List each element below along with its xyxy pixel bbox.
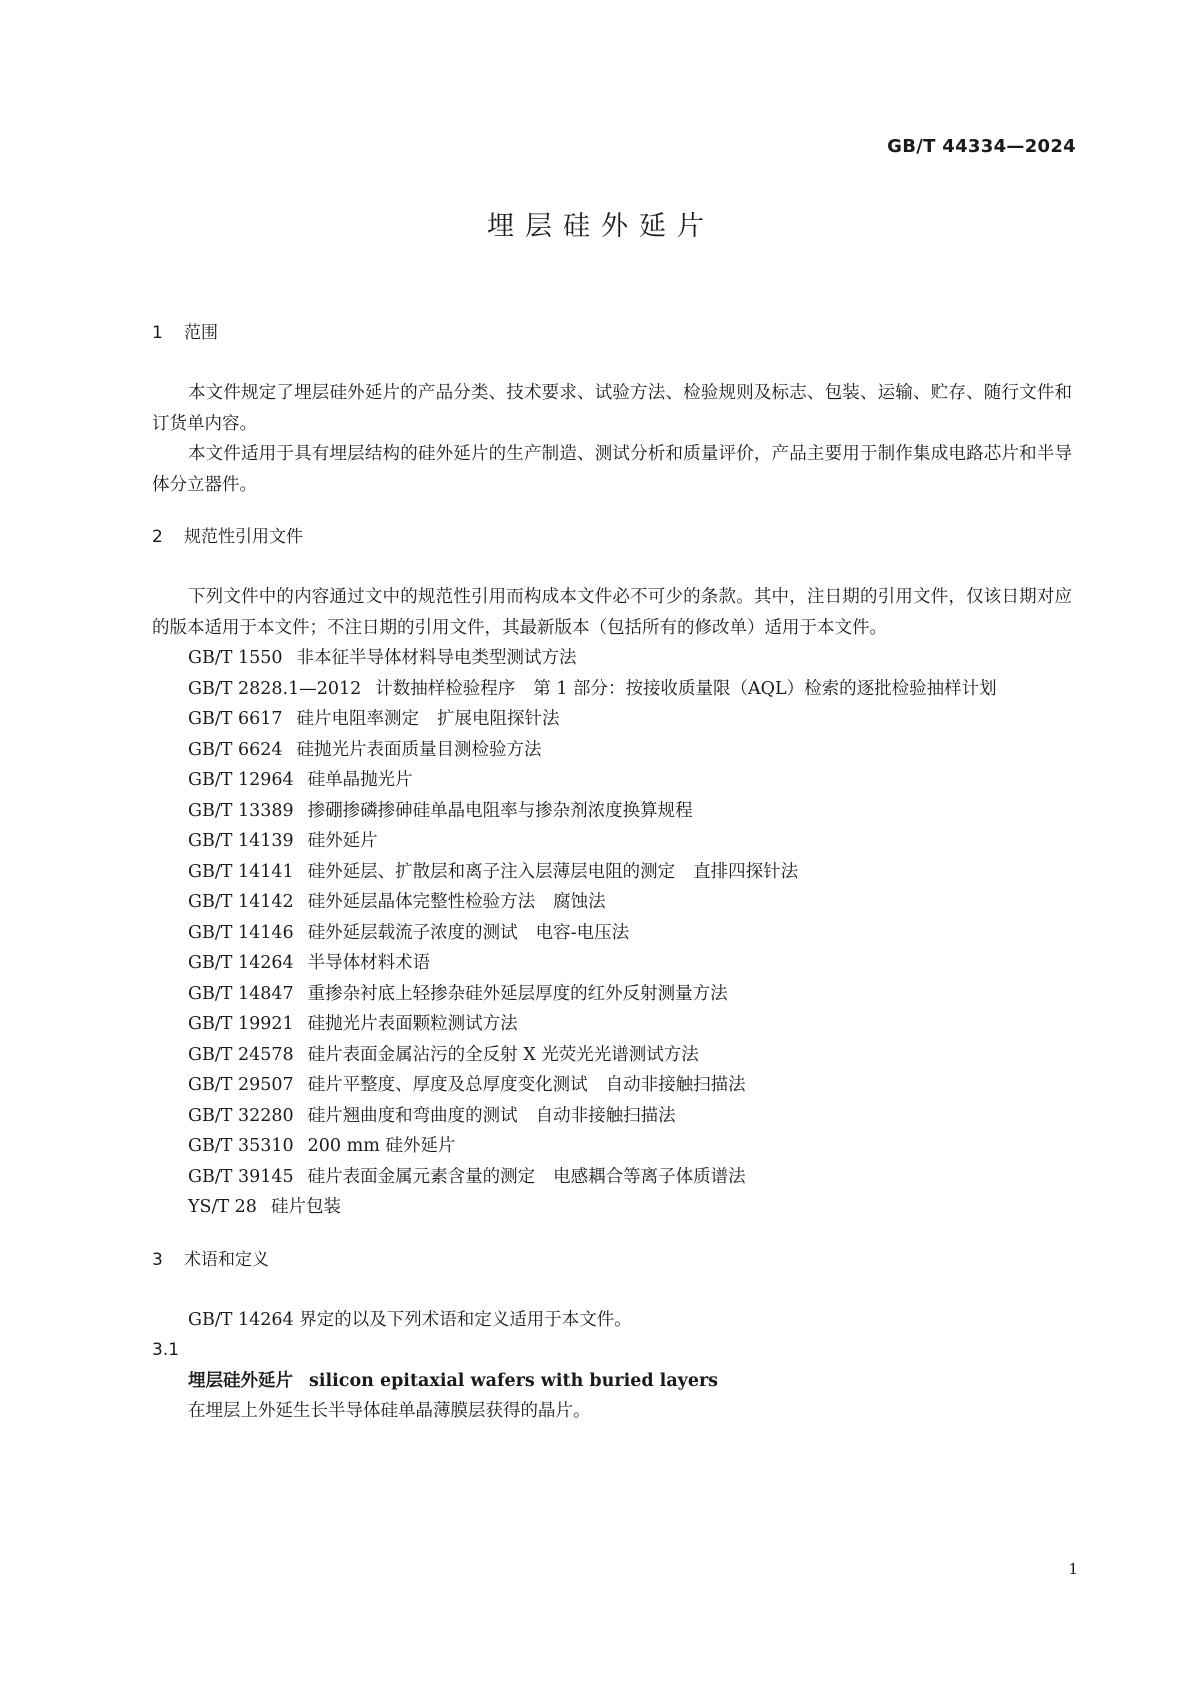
section-heading-normative-references xyxy=(152,522,1072,552)
reference-code: GB/T 13389 xyxy=(188,800,294,821)
reference-item xyxy=(152,1131,1072,1162)
term-chinese: 埋层硅外延片 xyxy=(188,1370,293,1391)
document-body xyxy=(152,318,1072,1427)
reference-code: GB/T 14141 xyxy=(188,861,294,882)
term-english: silicon epitaxial wafers with buried layers xyxy=(309,1370,719,1391)
section-number: 2 xyxy=(152,527,163,547)
reference-code: GB/T 39145 xyxy=(188,1166,294,1187)
normative-intro: 下列文件中的内容通过文中的规范性引用而构成本文件必不可少的条款。其中，注日期的引用文件，仅该日期对应的版本适用于本文件；不注日期的引用文件，其最新版本（包括所有的修改单）适用于本文件。 xyxy=(152,587,1072,638)
reference-code: GB/T 14264 xyxy=(188,953,294,973)
reference-code: GB/T 29507 xyxy=(188,1075,294,1095)
reference-title: 硅片平整度、厚度及总厚度变化测试 xyxy=(307,1075,588,1095)
reference-subtitle: 扩展电阻探针法 xyxy=(437,709,560,729)
reference-title: 非本征半导体材料导电类型测试方法 xyxy=(296,648,577,668)
term-number: 3.1 xyxy=(152,1340,180,1360)
reference-title: 硅片电阻率测定 xyxy=(296,709,420,729)
reference-code: GB/T 1550 xyxy=(188,648,283,668)
reference-title: 硅片翘曲度和弯曲度的测试 xyxy=(307,1105,518,1126)
reference-item xyxy=(152,979,1072,1010)
term-entry xyxy=(152,1366,1072,1397)
reference-item xyxy=(152,887,1072,918)
reference-code: GB/T 6624 xyxy=(188,739,283,760)
reference-item xyxy=(152,1009,1072,1040)
scope-paragraph: 本文件规定了埋层硅外延片的产品分类、技术要求、试验方法、检验规则及标志、包装、运输、贮存、随行文件和订货单内容。 xyxy=(152,383,1072,434)
reference-subtitle: 腐蚀法 xyxy=(553,892,606,912)
reference-item xyxy=(152,857,1072,888)
reference-title: 硅片包装 xyxy=(270,1197,341,1217)
document-title: 埋层硅外延片 xyxy=(487,211,715,242)
reference-code: YS/T 28 xyxy=(188,1197,257,1217)
reference-code: GB/T 14847 xyxy=(188,983,294,1004)
reference-item xyxy=(152,704,1072,735)
section-heading-terms xyxy=(152,1245,1072,1275)
reference-title: 硅外延片 xyxy=(307,831,378,851)
reference-item xyxy=(152,735,1072,766)
reference-code: GB/T 32280 xyxy=(188,1105,294,1126)
reference-subtitle: 自动非接触扫描法 xyxy=(535,1105,676,1126)
reference-title: 硅片表面金属元素含量的测定 xyxy=(307,1166,536,1187)
term-definition: 在埋层上外延生长半导体硅单晶薄膜层获得的晶片。 xyxy=(188,1401,591,1421)
standard-number: GB/T 44334—2024 xyxy=(887,136,1076,157)
reference-code: GB/T 24578 xyxy=(188,1044,294,1065)
reference-code: GB/T 14139 xyxy=(188,831,294,851)
reference-item xyxy=(152,796,1072,827)
reference-title: 计数抽样检验程序 xyxy=(375,678,516,699)
reference-subtitle: 直排四探针法 xyxy=(693,861,799,882)
scope-paragraph: 本文件适用于具有埋层结构的硅外延片的生产制造、测试分析和质量评价，产品主要用于制作集成电路芯片和半导体分立器件。 xyxy=(152,444,1072,495)
reference-code: GB/T 6617 xyxy=(188,709,283,729)
reference-code: GB/T 35310 xyxy=(188,1136,294,1156)
section-number: 3 xyxy=(152,1249,163,1270)
reference-item xyxy=(152,1070,1072,1101)
section-title: 规范性引用文件 xyxy=(184,527,303,547)
reference-item xyxy=(152,948,1072,979)
section-heading-scope xyxy=(152,318,1072,348)
reference-subtitle: 自动非接触扫描法 xyxy=(605,1075,746,1095)
reference-title: 半导体材料术语 xyxy=(307,953,431,973)
reference-code: GB/T 14146 xyxy=(188,922,294,943)
reference-title: 硅外延层载流子浓度的测试 xyxy=(307,922,518,943)
reference-title: 硅外延层、扩散层和离子注入层薄层电阻的测定 xyxy=(307,861,676,882)
reference-title: 硅单晶抛光片 xyxy=(307,770,413,790)
reference-title: 重掺杂衬底上轻掺杂硅外延层厚度的红外反射测量方法 xyxy=(307,983,728,1004)
reference-title: 200 mm 硅外延片 xyxy=(307,1136,456,1156)
reference-title: 硅抛光片表面颗粒测试方法 xyxy=(307,1014,518,1034)
reference-title: 掺硼掺磷掺砷硅单晶电阻率与掺杂剂浓度换算规程 xyxy=(307,800,693,821)
reference-code: GB/T 12964 xyxy=(188,770,294,790)
reference-code: GB/T 19921 xyxy=(188,1014,294,1034)
reference-item xyxy=(152,826,1072,857)
reference-item xyxy=(152,918,1072,949)
reference-item xyxy=(152,643,1072,674)
reference-subtitle: 电感耦合等离子体质谱法 xyxy=(553,1166,746,1187)
reference-item xyxy=(152,1192,1072,1223)
reference-subtitle: 第 1 部分：按接收质量限（AQL）检索的逐批检验抽样计划 xyxy=(533,678,997,699)
reference-code: GB/T 14142 xyxy=(188,892,294,912)
reference-title: 硅片表面金属沾污的全反射 X 光荧光光谱测试方法 xyxy=(307,1044,699,1065)
page-number: 1 xyxy=(1068,1560,1078,1578)
reference-code: GB/T 2828.1—2012 xyxy=(188,678,362,699)
section-title: 范围 xyxy=(184,323,218,343)
reference-item xyxy=(152,1162,1072,1193)
section-number: 1 xyxy=(152,323,163,343)
reference-item xyxy=(152,674,1072,705)
reference-item xyxy=(152,1040,1072,1071)
reference-item xyxy=(152,765,1072,796)
reference-title: 硅抛光片表面质量目测检验方法 xyxy=(296,739,542,760)
reference-title: 硅外延层晶体完整性检验方法 xyxy=(307,892,536,912)
section-title: 术语和定义 xyxy=(184,1249,269,1270)
reference-subtitle: 电容-电压法 xyxy=(535,922,630,943)
reference-item xyxy=(152,1101,1072,1132)
terms-intro: GB/T 14264 界定的以及下列术语和定义适用于本文件。 xyxy=(188,1309,632,1330)
